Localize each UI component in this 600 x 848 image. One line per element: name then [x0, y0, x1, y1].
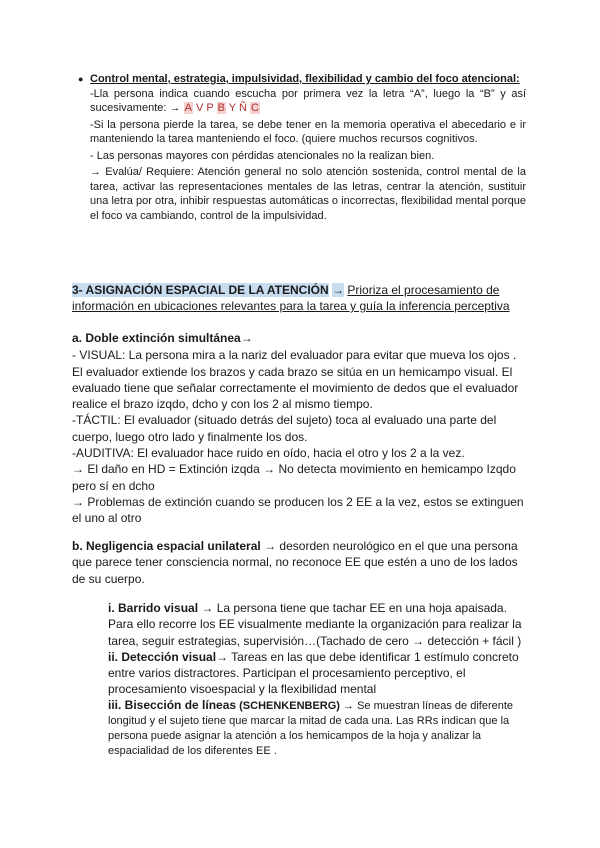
item-title: iii. Bisección de líneas [108, 697, 237, 712]
instruction-text: -Lla persona indica cuando escucha por primera vez la letra “A”, luego la “B” y así sucesivamente: [90, 87, 526, 114]
letter: V [195, 102, 204, 114]
subsection-heading: b. Negligencia espacial unilateral [72, 539, 261, 553]
item-title: ii. Detección visual [108, 649, 217, 664]
item-title: i. Barrido visual [108, 601, 199, 615]
control-mental-section [78, 72, 526, 223]
list-item [108, 698, 528, 760]
paragraph: -Si la persona pierde la tarea, se debe tener en la memoria operativa el abecedario e ir manteniendo la tarea manteniendo el foco. (quiere muchos recursos cognitivos. [90, 118, 526, 145]
list-item [108, 600, 528, 649]
negligencia-section [72, 538, 524, 587]
item-text: → Tareas en las que debe identificar 1 estímulo concreto entre varios distractores. Participan el procesamiento perceptivo, el procesamiento visoespacial y la flexibilidad mental [108, 649, 519, 697]
list-item [108, 649, 528, 698]
paragraph: - VISUAL: La persona mira a la nariz del evaluador para evitar que mueva los ojos . El evaluador extiende los brazos y cada brazo se sitúa en un hemicampo visual. El evaluado tiene que señalar correctamente el movimiento de dedos que el evaluador realice el brazo izqdo, dcho y con los 2 al mismo tiempo. [72, 348, 519, 412]
arrow: → [169, 102, 181, 114]
letter: P [206, 102, 214, 114]
paragraph [90, 87, 526, 116]
definition-text: → desorden neurológico en el que una persona que parece tener consciencia normal, no reconoce EE que estén a uno de los lados de su cuerpo. [72, 539, 518, 586]
section-title: 3- ASIGNACIÓN ESPACIAL DE LA ATENCIÓN [72, 283, 329, 297]
paragraph: -TÁCTIL: El evaluador (situado detrás del sujeto) toca al evaluado una parte del cuerpo, luego otro lado y finalmente los dos. [72, 413, 497, 444]
item-paren: (SCHENKENBERG) [239, 699, 340, 712]
item-text: → La persona tiene que tachar EE en una hoja apaisada. Para ello recorre los EE visualmente mediante la organización para realizar la tarea, seguir estrategias, supervisión…(Tachado de cero → detección + fácil ) [108, 601, 522, 648]
title-arrow: → [332, 283, 345, 297]
paragraph: → Problemas de extinción cuando se producen los 2 EE a la vez, estos se extinguen el uno al otro [72, 494, 524, 526]
letter: Ñ [238, 102, 247, 114]
paragraph: → El daño en HD = Extinción izqda → No detecta movimiento en hemicampo Izqdo pero sí en dcho [72, 462, 516, 493]
asignacion-espacial-title-block [72, 282, 522, 314]
paragraph: -AUDITIVA: El evaluador hace ruido en oído, hacia el otro y los 2 a la vez. [72, 446, 465, 461]
paragraph [72, 538, 524, 587]
letter-highlight: B [217, 102, 225, 114]
section-subtitle: Prioriza el procesamiento de información en ubicaciones relevantes para la tarea y guía la inferencia perceptiva [72, 283, 510, 313]
subsection-heading: a. Doble extinción simultánea→ [72, 331, 253, 345]
item-text: → Se muestran líneas de diferente longitud y el sujeto tiene que marcar la mitad de cada una. Las RRs indican que la persona puede asignar la atención a los hemicampos de la hoja y analizar la espacialidad de los diferentes EE . [108, 699, 514, 758]
letter-highlight: A [184, 102, 192, 114]
paragraph: → Evalúa/ Requiere: Atención general no solo atención sostenida, control mental de la tarea, activar las representaciones mentales de las letras, centrar la atención, sustituir una letra por otra, inhibir respuestas automáticas o incorrectas, flexibilidad mental porque el foco va cambiando, control de la impulsividad. [90, 166, 526, 222]
doble-extincion-section [72, 330, 524, 527]
paragraph: - Las personas mayores con pérdidas atencionales no la realizan bien. [90, 149, 435, 162]
letter-highlight: C [251, 102, 259, 114]
bullet-icon: ● [78, 74, 84, 84]
section-heading: Control mental, estrategia, impulsividad, flexibilidad y cambio del foco atencional: [90, 73, 520, 85]
pruebas-list [108, 600, 528, 760]
letter: Y [228, 102, 236, 114]
